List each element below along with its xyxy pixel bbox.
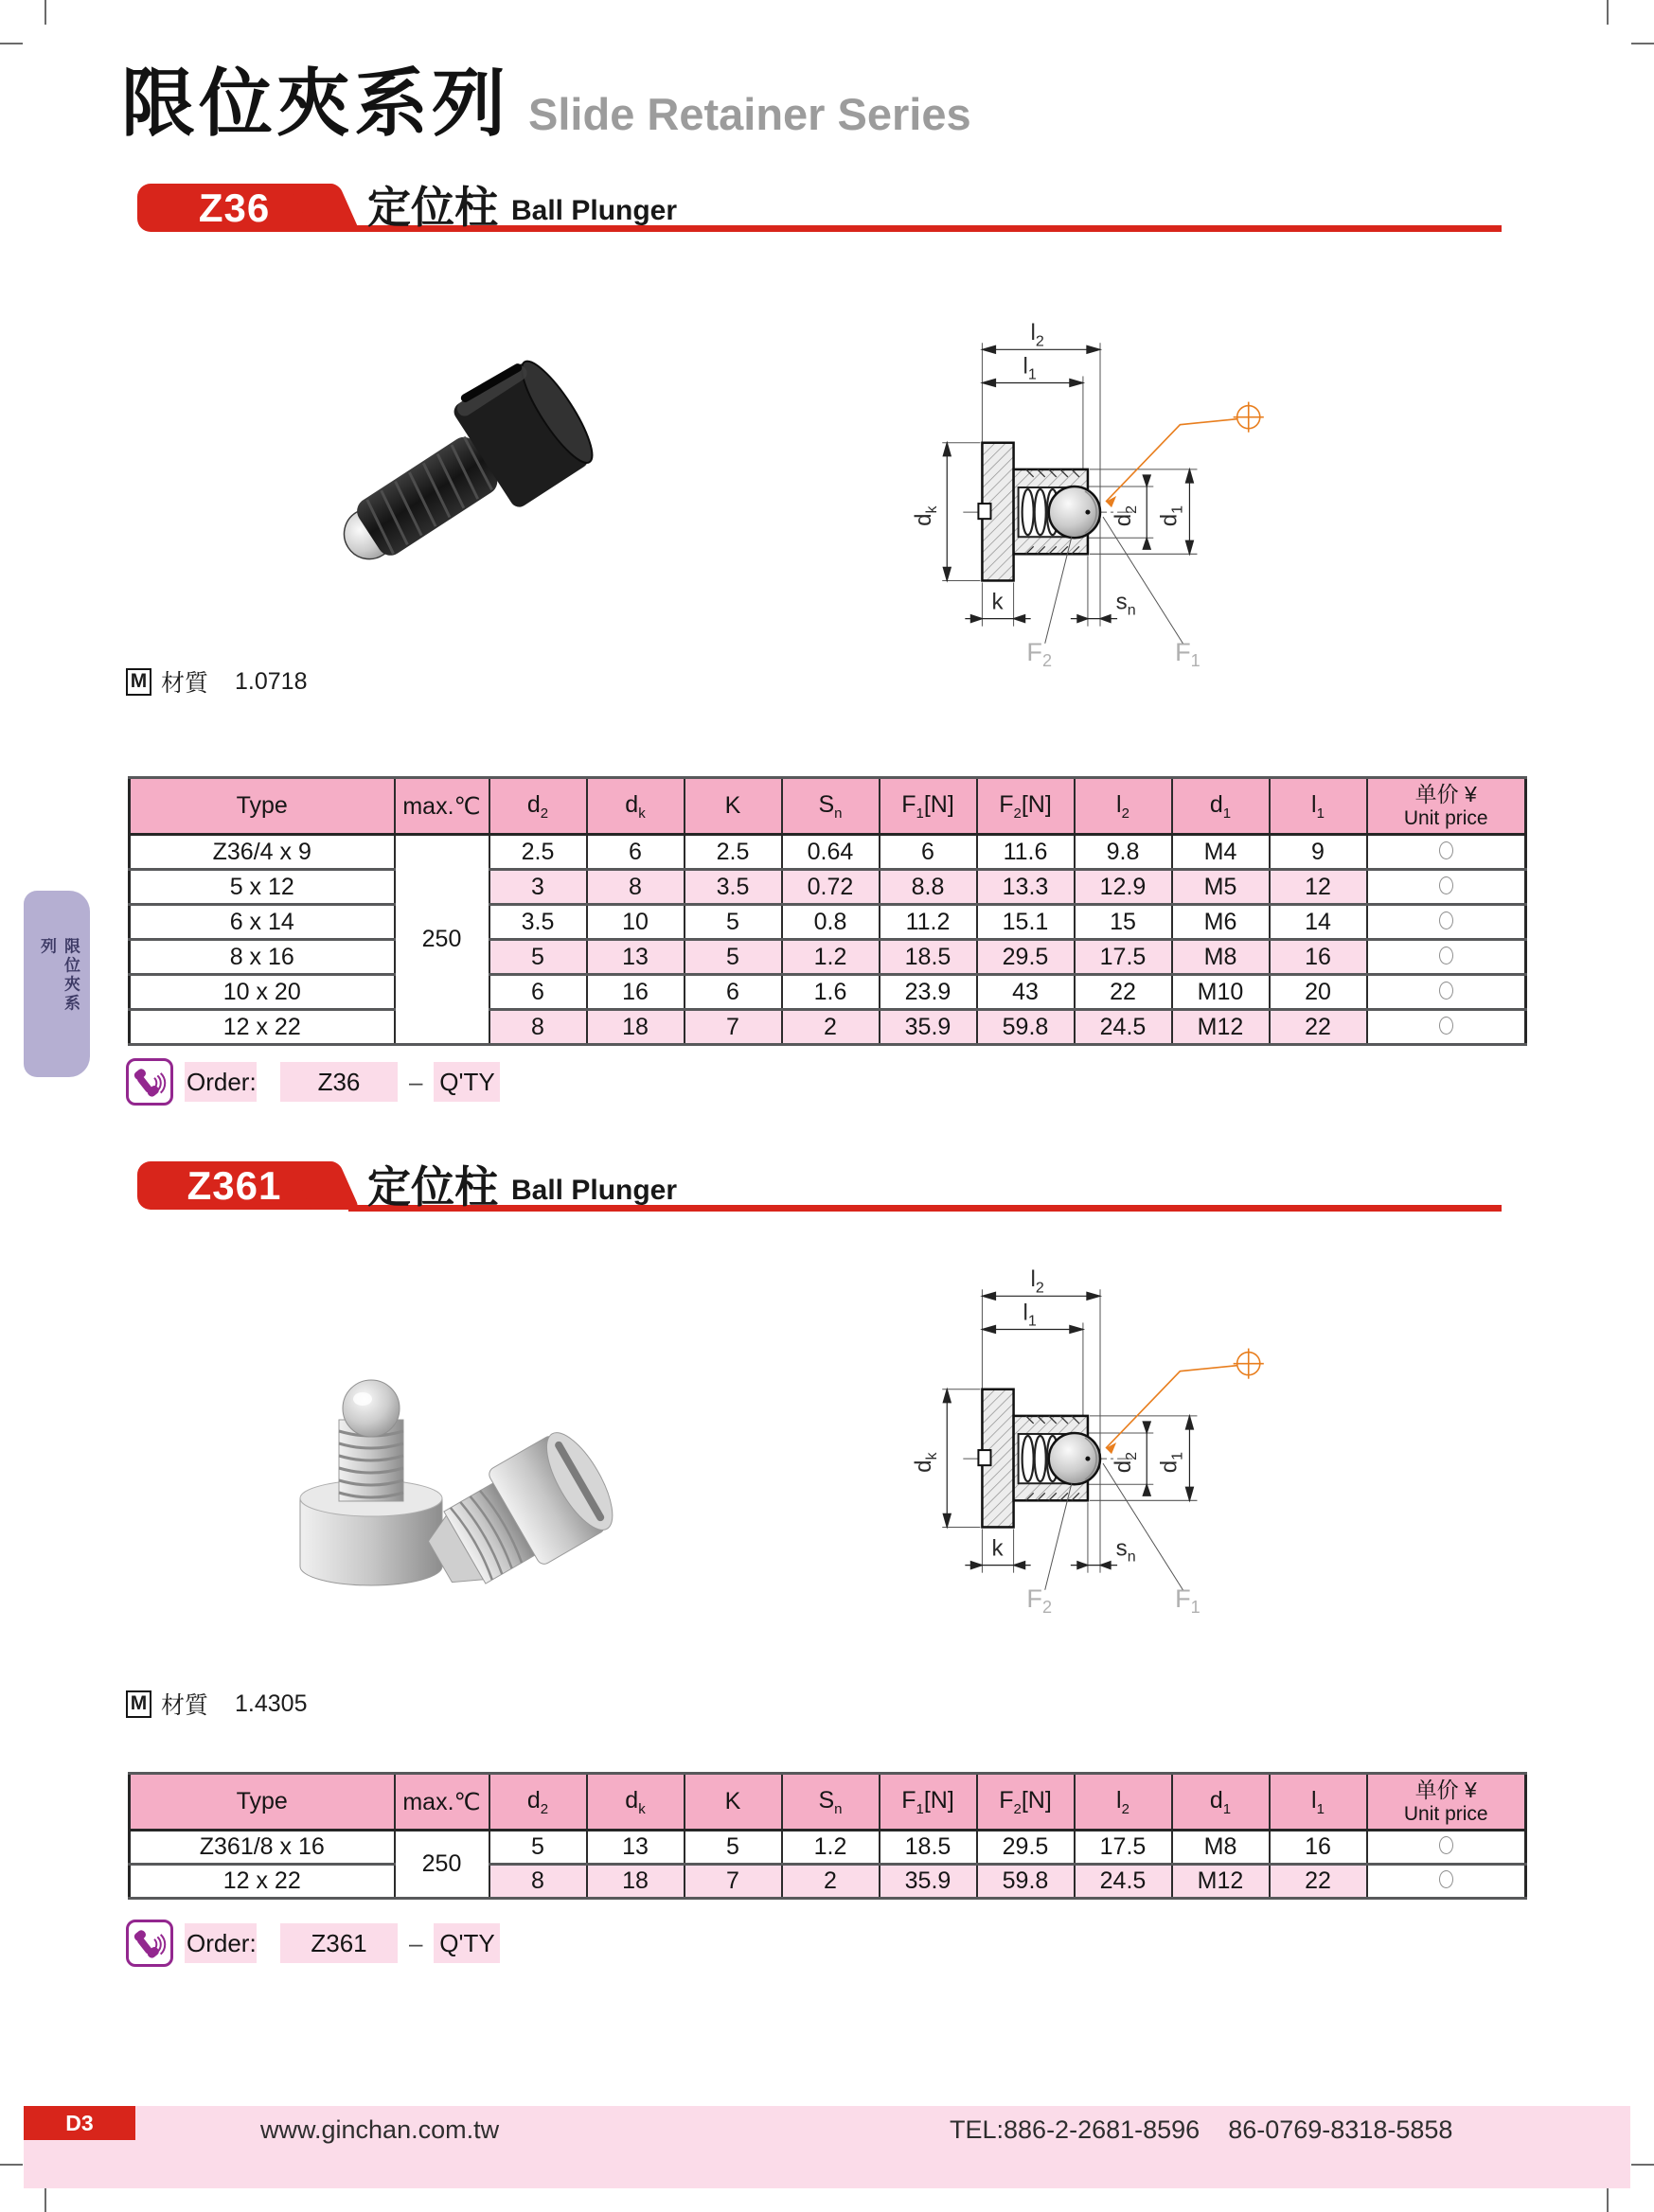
- material-label: 材質: [161, 1692, 209, 1719]
- crop-mark: [1607, 0, 1609, 25]
- spec-table: [128, 1772, 1527, 1900]
- value-cell: 12: [1270, 870, 1367, 905]
- material-row-z361: [126, 1687, 307, 1721]
- value-cell: 16: [1270, 1831, 1367, 1865]
- value-cell: 0.72: [782, 870, 880, 905]
- col-header-10: $l_1$: [1270, 778, 1367, 835]
- unit-price-circle: [1439, 947, 1453, 964]
- section-subtitle-zh: 定位柱: [367, 183, 498, 232]
- value-cell: 2.5: [489, 835, 587, 870]
- section-header-z36: [0, 184, 1654, 240]
- value-cell: M12: [1172, 1010, 1270, 1045]
- model-badge-label: Z36: [198, 186, 271, 230]
- series-side-tab: [24, 891, 90, 1077]
- unit-price-cell: [1367, 870, 1526, 905]
- value-cell: 13.3: [977, 870, 1075, 905]
- value-cell: 5: [685, 905, 782, 940]
- order-qty-box: Q'TY: [434, 1923, 500, 1963]
- value-cell: 18.5: [880, 1831, 977, 1865]
- section-subtitle-en: Ball Plunger: [511, 1175, 678, 1206]
- table-row: [130, 905, 1526, 940]
- unit-price-circle: [1439, 876, 1453, 894]
- unit-price-circle: [1439, 982, 1453, 1000]
- model-badge: [137, 184, 331, 232]
- col-header-0: Type: [130, 778, 395, 835]
- value-cell: 7: [685, 1865, 782, 1899]
- value-cell: M8: [1172, 1831, 1270, 1865]
- value-cell: 12.9: [1075, 870, 1172, 905]
- section-header-z361: [0, 1161, 1654, 1218]
- value-cell: 22: [1270, 1010, 1367, 1045]
- unit-price-circle: [1439, 1870, 1453, 1888]
- phone-icon: [126, 1920, 173, 1967]
- crop-mark: [44, 0, 46, 25]
- col-header-8: $l_2$: [1075, 778, 1172, 835]
- unit-price-cell: [1367, 835, 1526, 870]
- value-cell: 5: [489, 1831, 587, 1865]
- value-cell: 9: [1270, 835, 1367, 870]
- col-header-10: $l_1$: [1270, 1774, 1367, 1831]
- crop-mark: [0, 2164, 23, 2166]
- value-cell: 13: [587, 1831, 685, 1865]
- type-cell: 12 x 22: [130, 1865, 395, 1899]
- value-cell: 59.8: [977, 1865, 1075, 1899]
- value-cell: 24.5: [1075, 1865, 1172, 1899]
- table-row: [130, 940, 1526, 975]
- value-cell: 3: [489, 870, 587, 905]
- value-cell: 0.8: [782, 905, 880, 940]
- model-badge-label: Z361: [187, 1163, 282, 1208]
- type-cell: 5 x 12: [130, 870, 395, 905]
- value-cell: 35.9: [880, 1010, 977, 1045]
- unit-price-cell: [1367, 975, 1526, 1010]
- value-cell: 10: [587, 905, 685, 940]
- order-model-box: Z361: [280, 1923, 398, 1963]
- section-subtitle: [367, 1162, 678, 1212]
- value-cell: 2: [782, 1010, 880, 1045]
- footer-telephone: TEL:886-2-2681-8596 86-0769-8318-5858: [950, 2115, 1453, 2144]
- col-header-4: K: [685, 1774, 782, 1831]
- col-header-3: $d_k$: [587, 778, 685, 835]
- material-row-z36: [126, 664, 307, 699]
- value-cell: 0.64: [782, 835, 880, 870]
- value-cell: 3.5: [489, 905, 587, 940]
- table-row: [130, 1010, 1526, 1045]
- col-header-2: $d_2$: [489, 1774, 587, 1831]
- unit-price-cell: [1367, 940, 1526, 975]
- value-cell: 6: [489, 975, 587, 1010]
- value-cell: 8: [489, 1010, 587, 1045]
- value-cell: 8: [489, 1865, 587, 1899]
- material-label: 材質: [161, 670, 209, 697]
- value-cell: 18: [587, 1865, 685, 1899]
- section-subtitle: [367, 183, 678, 232]
- value-cell: 18: [587, 1010, 685, 1045]
- value-cell: 17.5: [1075, 1831, 1172, 1865]
- page-title-en: Slide Retainer Series: [528, 89, 971, 139]
- table-row: [130, 1865, 1526, 1899]
- value-cell: 16: [587, 975, 685, 1010]
- col-header-9: $d_1$: [1172, 778, 1270, 835]
- value-cell: 15: [1075, 905, 1172, 940]
- order-qty-box: Q'TY: [434, 1062, 500, 1102]
- unit-price-cell: [1367, 1010, 1526, 1045]
- col-header-3: $d_k$: [587, 1774, 685, 1831]
- value-cell: 43: [977, 975, 1075, 1010]
- value-cell: 22: [1075, 975, 1172, 1010]
- value-cell: M10: [1172, 975, 1270, 1010]
- value-cell: 35.9: [880, 1865, 977, 1899]
- order-dash: –: [409, 1928, 423, 1957]
- series-side-tab-label: 限位夾系列: [38, 937, 80, 1014]
- unit-price-cell: [1367, 1831, 1526, 1865]
- value-cell: 6: [685, 975, 782, 1010]
- order-label: Order:: [185, 1062, 257, 1102]
- value-cell: 1.2: [782, 1831, 880, 1865]
- product-photo-z361: [241, 1314, 639, 1626]
- value-cell: 9.8: [1075, 835, 1172, 870]
- value-cell: 29.5: [977, 1831, 1075, 1865]
- page-code-badge: D3: [24, 2106, 135, 2140]
- value-cell: 15.1: [977, 905, 1075, 940]
- crop-mark: [1607, 2187, 1609, 2212]
- col-header-5: $S_n$: [782, 778, 880, 835]
- page-title-zh: 限位夾系列: [121, 62, 510, 145]
- table-row: [130, 975, 1526, 1010]
- table-row: [130, 1831, 1526, 1865]
- page-title: [121, 62, 971, 145]
- unit-price-cell: [1367, 1865, 1526, 1899]
- col-header-4: K: [685, 778, 782, 835]
- order-dash: –: [409, 1067, 423, 1096]
- unit-price-circle: [1439, 1017, 1453, 1035]
- value-cell: 22: [1270, 1865, 1367, 1899]
- table-row: [130, 835, 1526, 870]
- value-cell: 8.8: [880, 870, 977, 905]
- order-row-z36: [126, 1058, 500, 1106]
- value-cell: 1.6: [782, 975, 880, 1010]
- value-cell: 2: [782, 1865, 880, 1899]
- type-cell: 10 x 20: [130, 975, 395, 1010]
- spec-table: [128, 776, 1527, 1046]
- footer-bar: [24, 2106, 1630, 2188]
- model-badge: [137, 1161, 331, 1210]
- col-header-11: 单价 ¥ Unit price: [1367, 1774, 1526, 1831]
- type-cell: Z36/4 x 9: [130, 835, 395, 870]
- col-header-7: $F_2[N]$: [977, 1774, 1075, 1831]
- unit-price-circle: [1439, 841, 1453, 859]
- unit-price-circle: [1439, 1836, 1453, 1854]
- col-header-1: max.℃: [395, 778, 489, 835]
- value-cell: 7: [685, 1010, 782, 1045]
- technical-diagram-z36: [895, 295, 1304, 685]
- value-cell: 24.5: [1075, 1010, 1172, 1045]
- unit-price-cell: [1367, 905, 1526, 940]
- col-header-8: $l_2$: [1075, 1774, 1172, 1831]
- col-header-0: Type: [130, 1774, 395, 1831]
- value-cell: 1.2: [782, 940, 880, 975]
- value-cell: 29.5: [977, 940, 1075, 975]
- value-cell: 5: [685, 940, 782, 975]
- technical-diagram-z361: [895, 1242, 1304, 1632]
- phone-icon: [126, 1058, 173, 1106]
- col-header-11: 单价 ¥ Unit price: [1367, 778, 1526, 835]
- value-cell: M8: [1172, 940, 1270, 975]
- value-cell: 6: [880, 835, 977, 870]
- material-mark-icon: M: [126, 1690, 151, 1718]
- unit-price-circle: [1439, 911, 1453, 929]
- value-cell: M4: [1172, 835, 1270, 870]
- table-row: [130, 870, 1526, 905]
- value-cell: 11.2: [880, 905, 977, 940]
- value-cell: 13: [587, 940, 685, 975]
- value-cell: 11.6: [977, 835, 1075, 870]
- max-temp-cell: 250: [395, 1831, 489, 1899]
- value-cell: 14: [1270, 905, 1367, 940]
- value-cell: 20: [1270, 975, 1367, 1010]
- order-label: Order:: [185, 1923, 257, 1963]
- crop-mark: [1631, 2164, 1654, 2166]
- col-header-2: $d_2$: [489, 778, 587, 835]
- value-cell: 3.5: [685, 870, 782, 905]
- crop-mark: [1631, 43, 1654, 44]
- section-subtitle-zh: 定位柱: [367, 1162, 498, 1212]
- col-header-1: max.℃: [395, 1774, 489, 1831]
- col-header-7: $F_2[N]$: [977, 778, 1075, 835]
- value-cell: M12: [1172, 1865, 1270, 1899]
- value-cell: 8: [587, 870, 685, 905]
- col-header-9: $d_1$: [1172, 1774, 1270, 1831]
- max-temp-cell: 250: [395, 835, 489, 1045]
- value-cell: 18.5: [880, 940, 977, 975]
- type-cell: 6 x 14: [130, 905, 395, 940]
- col-header-6: $F_1[N]$: [880, 778, 977, 835]
- section-subtitle-en: Ball Plunger: [511, 195, 678, 226]
- order-model-box: Z36: [280, 1062, 398, 1102]
- col-header-5: $S_n$: [782, 1774, 880, 1831]
- value-cell: 2.5: [685, 835, 782, 870]
- col-header-6: $F_1[N]$: [880, 1774, 977, 1831]
- value-cell: M6: [1172, 905, 1270, 940]
- value-cell: 6: [587, 835, 685, 870]
- value-cell: 59.8: [977, 1010, 1075, 1045]
- value-cell: 5: [489, 940, 587, 975]
- material-value: 1.0718: [235, 667, 308, 695]
- value-cell: 17.5: [1075, 940, 1172, 975]
- crop-mark: [44, 2187, 46, 2212]
- footer-website: www.ginchan.com.tw: [260, 2115, 500, 2144]
- value-cell: 16: [1270, 940, 1367, 975]
- crop-mark: [0, 43, 23, 44]
- value-cell: 5: [685, 1831, 782, 1865]
- material-value: 1.4305: [235, 1690, 308, 1717]
- order-row-z361: [126, 1920, 500, 1967]
- type-cell: 12 x 22: [130, 1010, 395, 1045]
- type-cell: 8 x 16: [130, 940, 395, 975]
- spec-table-z36: [128, 776, 1527, 1046]
- product-photo-z36: [270, 317, 663, 625]
- material-mark-icon: M: [126, 668, 151, 696]
- type-cell: Z361/8 x 16: [130, 1831, 395, 1865]
- value-cell: 23.9: [880, 975, 977, 1010]
- spec-table-z361: [128, 1772, 1527, 1900]
- value-cell: M5: [1172, 870, 1270, 905]
